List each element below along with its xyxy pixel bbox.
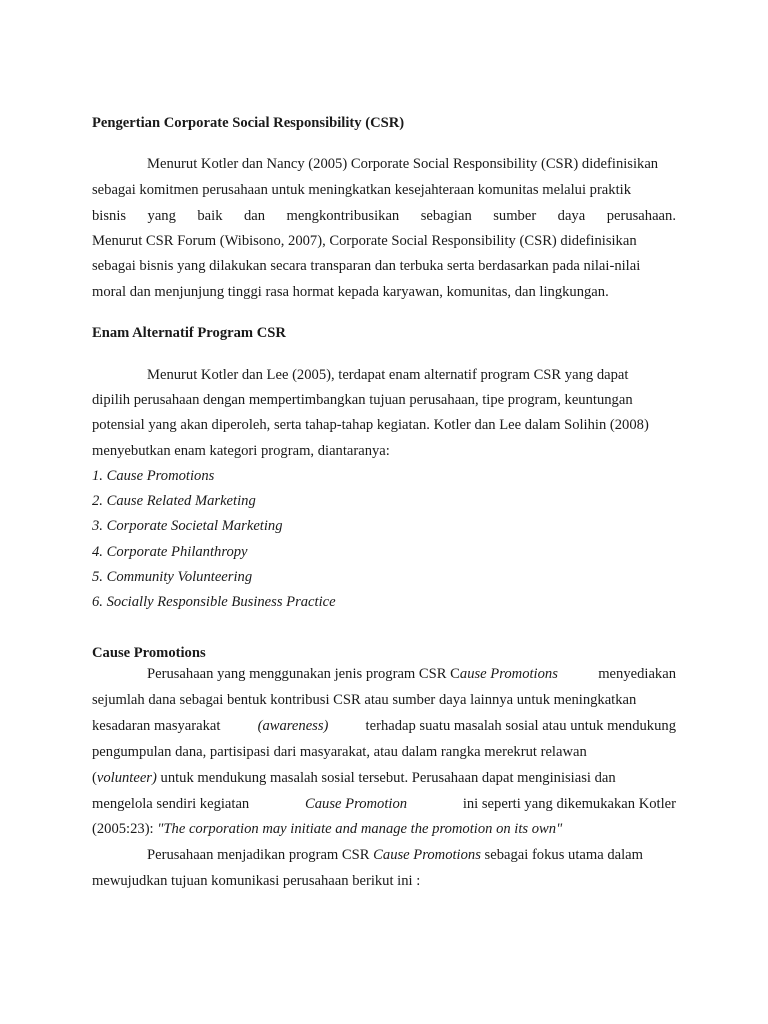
heading-cause-promotions: Cause Promotions bbox=[92, 645, 206, 661]
p3-line-6-c: ini seperti yang dikemukakan Kotler bbox=[462, 796, 676, 812]
word: sumber bbox=[493, 208, 537, 224]
p3-line-7: (2005:23): "The corporation may initiate and manage the promotion on its own" bbox=[92, 821, 563, 837]
p3-line-4: pengumpulan dana, partisipasi dari masyarakat, atau dalam rangka merekrut relawan bbox=[92, 744, 587, 760]
p3-line-6-b: Cause Promotion bbox=[305, 796, 408, 812]
p3-line-6 bbox=[92, 796, 676, 813]
p2-line-1: Menurut Kotler dan Lee (2005), terdapat enam alternatif program CSR yang dapat bbox=[147, 367, 629, 383]
list-item: 4. Corporate Philanthropy bbox=[92, 544, 248, 560]
p3-line-3-a: kesadaran masyarakat bbox=[92, 718, 221, 734]
p3-line-1-seg: Perusahaan yang menggunakan jenis program CSR Cause Promotions bbox=[147, 666, 558, 682]
p3-line-1 bbox=[147, 666, 676, 683]
p3-line-2: sejumlah dana sebagai bentuk kontribusi CSR atau sumber daya lainnya untuk meningkatkan bbox=[92, 692, 637, 708]
list-item: 1. Cause Promotions bbox=[92, 468, 215, 484]
word: dan bbox=[243, 208, 266, 224]
p4-line-1: Perusahaan menjadikan program CSR Cause Promotions sebagai fokus utama dalam bbox=[147, 847, 643, 863]
p4-line-2: mewujudkan tujuan komunikasi perusahaan berikut ini : bbox=[92, 873, 421, 889]
heading-csr-definition: Pengertian Corporate Social Responsibility (CSR) bbox=[92, 115, 405, 131]
list-item: 3. Corporate Societal Marketing bbox=[92, 518, 283, 534]
p2-line-3: potensial yang akan diperoleh, serta tahap-tahap kegiatan. Kotler dan Lee dalam Solihin (2008) bbox=[92, 417, 649, 433]
list-item: 6. Socially Responsible Business Practice bbox=[92, 594, 336, 610]
word: perusahaan. bbox=[606, 208, 676, 224]
word: yang bbox=[147, 208, 176, 224]
word: sebagian bbox=[420, 208, 472, 224]
p1-line-6: moral dan menjunjung tinggi rasa hormat kepada karyawan, komunitas, dan lingkungan. bbox=[92, 284, 609, 300]
p1-line-1: Menurut Kotler dan Nancy (2005) Corporate Social Responsibility (CSR) didefinisikan bbox=[147, 156, 659, 172]
list-item: 5. Community Volunteering bbox=[92, 569, 253, 585]
p3-line-5: (volunteer) untuk mendukung masalah sosial tersebut. Perusahaan dapat menginisiasi dan bbox=[92, 770, 616, 786]
p2-line-2: dipilih perusahaan dengan mempertimbangkan tujuan perusahaan, tipe program, keuntungan bbox=[92, 392, 633, 408]
p3-line-3-b: (awareness) bbox=[257, 718, 329, 734]
p2-line-4: menyebutkan enam kategori program, diantaranya: bbox=[92, 443, 390, 459]
p1-line-4: Menurut CSR Forum (Wibisono, 2007), Corporate Social Responsibility (CSR) didefinisikan bbox=[92, 233, 637, 249]
p1-line-2: sebagai komitmen perusahaan untuk meningkatkan kesejahteraan komunitas melalui praktik bbox=[92, 182, 631, 198]
word: daya bbox=[557, 208, 586, 224]
p3-line-3 bbox=[92, 718, 676, 735]
p3-line-6-a: mengelola sendiri kegiatan bbox=[92, 796, 250, 812]
list-item: 2. Cause Related Marketing bbox=[92, 493, 256, 509]
word: baik bbox=[197, 208, 223, 224]
p3-line-1-end: menyediakan bbox=[598, 666, 676, 682]
word: mengkontribusikan bbox=[286, 208, 400, 224]
word: bisnis bbox=[92, 208, 127, 224]
p1-line-3 bbox=[92, 208, 676, 225]
heading-six-programs: Enam Alternatif Program CSR bbox=[92, 325, 286, 341]
p1-line-5: sebagai bisnis yang dilakukan secara transparan dan terbuka serta berdasarkan pada nilai-nilai bbox=[92, 258, 641, 274]
p3-line-3-c: terhadap suatu masalah sosial atau untuk mendukung bbox=[365, 718, 676, 734]
